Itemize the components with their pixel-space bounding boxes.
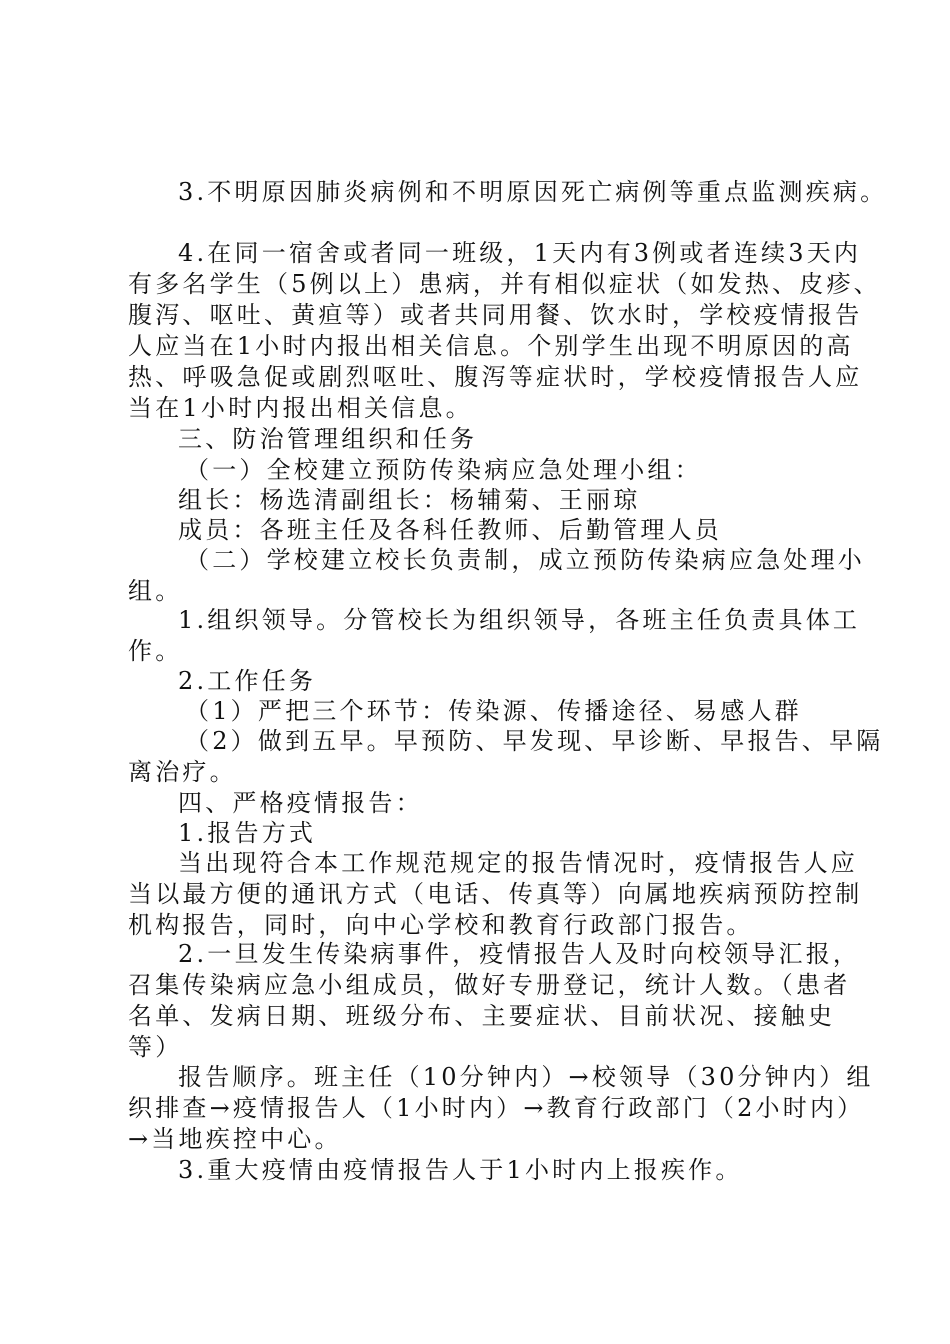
section-heading-4: 四、严格疫情报告： (178, 789, 423, 817)
report-method-title: 1.报告方式 (178, 819, 317, 847)
paragraph-item-4-line6: 当在1小时内报出相关信息。 (128, 394, 473, 422)
report-method-line3: 机构报告，同时，向中心学校和教育行政部门报告。 (128, 911, 754, 939)
report-order-line1: 报告顺序。班主任（10分钟内）→校领导（30分钟内）组 (178, 1063, 874, 1091)
subsection-1: （一）全校建立预防传染病应急处理小组： (185, 456, 702, 484)
report-method-line2: 当以最方便的通讯方式（电话、传真等）向属地疾病预防控制 (128, 880, 863, 908)
members-line: 成员：各班主任及各科任教师、后勤管理人员 (178, 516, 722, 544)
paragraph-item-4-line1: 4.在同一宿舍或者同一班级，1天内有3例或者连续3天内 (178, 239, 862, 267)
task-2-line1: （2）做到五早。早预防、早发现、早诊断、早报告、早隔 (185, 727, 884, 755)
task-1: （1）严把三个环节：传染源、传播途径、易感人群 (185, 697, 802, 725)
paragraph-item-4-line4: 人应当在1小时内报出相关信息。个别学生出现不明原因的高 (128, 332, 854, 360)
report-2-line3: 名单、发病日期、班级分布、主要症状、目前状况、接触史 (128, 1002, 836, 1030)
report-order-line2: 织排查→疫情报告人（1小时内）→教育行政部门（2小时内） (128, 1094, 865, 1122)
report-order-line3: →当地疾控中心。 (128, 1125, 342, 1153)
report-2-line4: 等） (128, 1033, 183, 1061)
item-1-line1: 1.组织领导。分管校长为组织领导，各班主任负责具体工 (178, 606, 861, 634)
section-heading-3: 三、防治管理组织和任务 (178, 425, 478, 453)
paragraph-item-4-line2: 有多名学生（5例以上）患病，并有相似症状（如发热、皮疹、 (128, 270, 881, 298)
paragraph-item-4-line3: 腹泻、呕吐、黄疸等）或者共同用餐、饮水时，学校疫情报告 (128, 301, 863, 329)
paragraph-item-4-line5: 热、呼吸急促或剧烈呕吐、腹泻等症状时，学校疫情报告人应 (128, 363, 863, 391)
report-2-line2: 召集传染病应急小组成员，做好专册登记，统计人数。（患者 (128, 971, 851, 999)
report-method-line1: 当出现符合本工作规范规定的报告情况时，疫情报告人应 (178, 849, 858, 877)
item-1-line2: 作。 (128, 637, 183, 665)
subsection-2-line2: 组。 (128, 577, 183, 605)
paragraph-item-3: 3.不明原因肺炎病例和不明原因死亡病例等重点监测疾病。 (178, 178, 888, 206)
subsection-2-line1: （二）学校建立校长负责制，成立预防传染病应急处理小 (185, 546, 865, 574)
leader-line: 组长：杨选清副组长：杨辅菊、王丽琼 (178, 486, 641, 514)
task-2-line2: 离治疗。 (128, 758, 237, 786)
item-2: 2.工作任务 (178, 667, 317, 695)
report-3: 3.重大疫情由疫情报告人于1小时内上报疾作。 (178, 1156, 743, 1184)
report-2-line1: 2.一旦发生传染病事件，疫情报告人及时向校领导汇报， (178, 940, 861, 968)
